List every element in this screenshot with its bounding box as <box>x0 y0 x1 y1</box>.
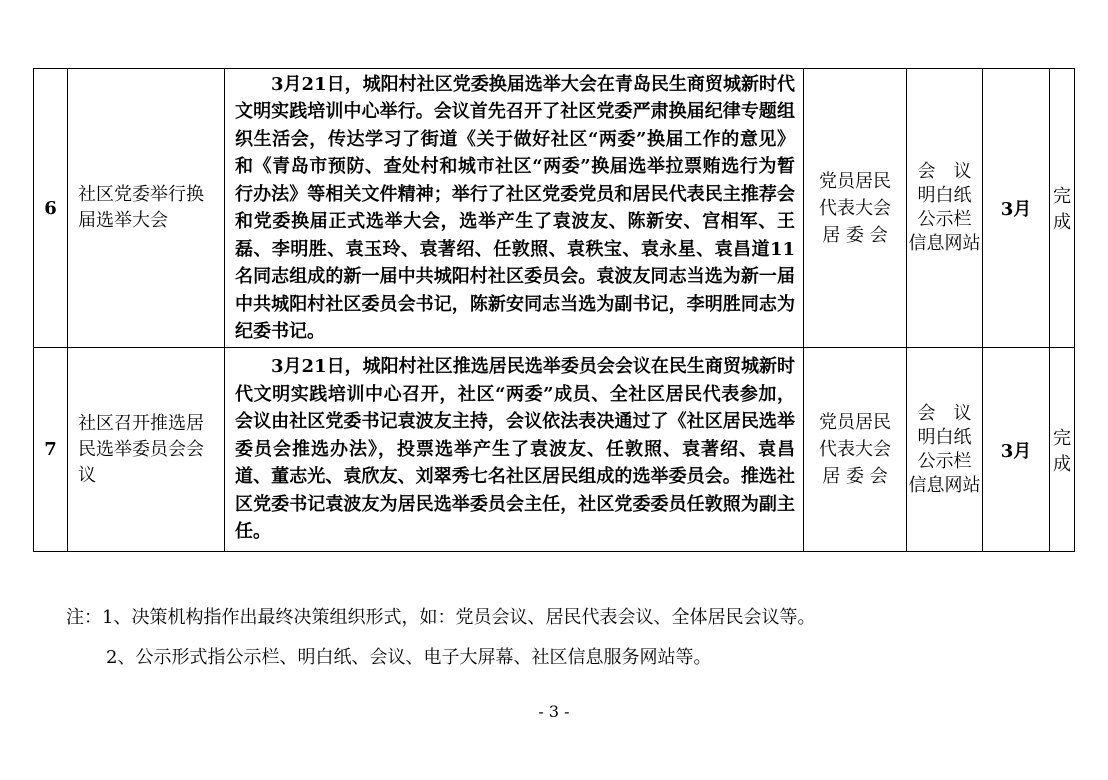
publicity-form-line: 公示栏 <box>917 450 972 472</box>
publicity-form-line: 信息网站 <box>908 474 981 496</box>
publicity-form-line: 明白纸 <box>917 426 972 448</box>
note-line: 2、公示形式指公示栏、明白纸、会议、电子大屏幕、社区信息服务网站等。 <box>106 647 712 668</box>
row-number: 7 <box>34 348 68 552</box>
publicity-form-line: 明白纸 <box>917 185 972 206</box>
decision-org-line: 党员居民 <box>819 412 891 433</box>
item-content: 3月21日，城阳村社区推选居民选举委员会会议在民生商贸城新时代文明实践培训中心召开，社区“两委”成员、全社区居民代表参加，会议由社区党委书记袁波友主持，会议依法表决通过了《社区居民选举委员会推选办法》，投票选举产生了袁波友、任敦照、袁著绍、袁昌道、董志光、袁欣友、刘翠秀七名社区居民组成的选举委员会。推选社区党委书记袁波友为居民选举委员会主任，社区党委委员任敦照为副主任。 <box>225 348 804 552</box>
publicity-form-line: 会 议 <box>917 402 972 424</box>
row-number: 6 <box>34 69 68 348</box>
note-line: 注：1、决策机构指作出最终决策组织形式，如：党员会议、居民代表会议、全体居民会议等。 <box>66 607 816 628</box>
decision-org-line: 代表大会 <box>819 197 891 219</box>
record-table <box>33 68 1075 552</box>
item-name: 社区党委举行换届选举大会 <box>68 69 225 348</box>
table-row <box>34 348 1075 552</box>
decision-org-line: 居 委 会 <box>822 224 888 246</box>
status-cell: 完成 <box>1050 69 1075 348</box>
decision-org <box>804 69 907 348</box>
publicity-form-line: 公示栏 <box>917 209 972 230</box>
decision-org-line: 党员居民 <box>819 170 891 192</box>
item-content: 3月21日，城阳村社区党委换届选举大会在青岛民生商贸城新时代文明实践培训中心举行。会议首先召开了社区党委严肃换届纪律专题组织生活会，传达学习了街道《关于做好社区“两委”换届工作的意见》和《青岛市预防、查处村和城市社区“两委”换届选举拉票贿选行为暂行办法》等相关文件精神；举行了社区党委党员和居民代表民主推荐会和党委换届正式选举大会，选举产生了袁波友、陈新安、宫相军、王磊、李明胜、袁玉玲、袁著绍、任敦照、袁秩宝、袁永星、袁昌道11名同志组成的新一届中共城阳村社区委员会。袁波友同志当选为新一届中共城阳村社区委员会书记，陈新安同志当选为副书记，李明胜同志为纪委书记。 <box>225 69 804 348</box>
publicity-form-line: 信息网站 <box>908 233 981 254</box>
table-row <box>34 69 1075 348</box>
time-cell: 3月 <box>983 69 1050 348</box>
status-cell: 完成 <box>1050 348 1075 552</box>
notes-section <box>66 598 1066 678</box>
item-name: 社区召开推选居民选举委员会会议 <box>68 348 225 552</box>
decision-org-line: 居 委 会 <box>822 466 888 487</box>
publicity-form <box>907 348 983 552</box>
page-number: - 3 - <box>538 702 570 721</box>
time-cell: 3月 <box>983 348 1050 552</box>
publicity-form-line: 会 议 <box>917 161 972 182</box>
decision-org <box>804 348 907 552</box>
decision-org-line: 代表大会 <box>819 439 891 460</box>
publicity-form <box>907 69 983 348</box>
